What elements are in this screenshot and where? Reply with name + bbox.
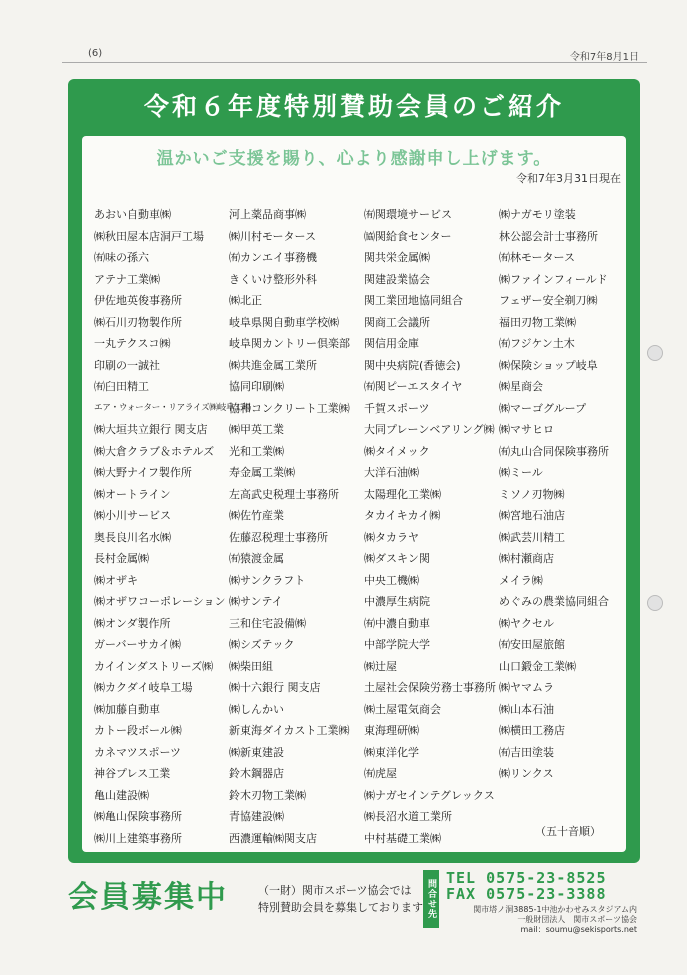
member-name: ㈱共進金属工業所: [229, 358, 317, 372]
member-name: ㈲丸山合同保険事務所: [499, 444, 609, 458]
box-title: 令和６年度特別賛助会員のご紹介: [143, 92, 564, 121]
member-name: ㈱武芸川精工: [499, 530, 565, 544]
member-name: ㈱大倉クラブ＆ホテルズ: [94, 444, 215, 458]
member-name: 岐阜関カントリー倶楽部: [229, 337, 350, 350]
member-name: 伊佐地英俊事務所: [94, 294, 182, 307]
member-name: ㈱長沼水道工業所: [364, 810, 452, 823]
member-name: ㈱オンダ製作所: [94, 616, 171, 630]
member-name: 亀山建設㈱: [94, 788, 149, 802]
tel-number: TEL 0575-23-8525: [446, 869, 607, 887]
member-column: [499, 204, 634, 849]
member-name: ㈱亀山保険事務所: [94, 810, 182, 823]
member-name: ㈱オザキ: [94, 573, 138, 587]
binder-hole: [647, 345, 663, 361]
member-name: ガーバーサカイ㈱: [94, 638, 181, 651]
member-name: 中村基礎工業㈱: [364, 831, 441, 845]
member-name: ㈱ファインフィールド: [499, 272, 608, 286]
member-name: ㈱シズテック: [229, 638, 295, 651]
member-name: 大洋石油㈱: [364, 466, 419, 479]
member-name: ㈱新東建設: [229, 745, 284, 759]
member-name: ㈱サンテイ: [229, 595, 283, 608]
member-name: ㈲関ピーエスタイヤ: [364, 380, 463, 393]
member-name: あおい自動車㈱: [94, 208, 171, 221]
member-name: めぐみの農業協同組合: [499, 595, 609, 608]
member-name: 協同印刷㈱: [229, 380, 284, 393]
member-name: ㈱十六銀行 関支店: [229, 681, 321, 694]
member-name: 関建設業協会: [364, 272, 430, 286]
recruit-heading: 会員募集中: [68, 880, 228, 915]
member-name: ㈱マサヒロ: [499, 423, 554, 436]
member-name: 長村金属㈱: [94, 552, 149, 565]
member-name: 関中央病院(香徳会): [364, 358, 461, 372]
member-name: 協和コンクリート工業㈱: [229, 401, 350, 415]
member-name: ミソノ刃物㈱: [499, 487, 565, 501]
box-subtitle: 温かいご支援を賜り、心より感謝申し上げます。: [156, 149, 552, 169]
member-name: ㈱ダスキン関: [364, 552, 430, 565]
as-of-date: 令和7年3月31日現在: [516, 172, 621, 185]
header-rule: [62, 62, 647, 63]
member-name: 寿金属工業㈱: [229, 466, 295, 479]
member-name: 三和住宅設備㈱: [229, 616, 306, 630]
member-name: ㈲臼田精工: [94, 380, 149, 393]
member-name: ㈱甲英工業: [229, 423, 284, 436]
member-name: 左高武史税理士事務所: [229, 487, 339, 501]
member-name: ㈱小川サービス: [94, 509, 171, 522]
member-name: ㈱タカラヤ: [364, 530, 419, 544]
member-name: ㈲カンエイ事務機: [229, 251, 317, 264]
member-name: ㈱大野ナイフ製作所: [94, 466, 192, 479]
member-name: 佐藤忍税理士事務所: [229, 530, 328, 544]
member-name: ㈱ヤクセル: [499, 616, 554, 630]
member-name: ㈱北正: [229, 294, 262, 307]
member-column: [364, 204, 499, 849]
member-name: 中部学院大学: [364, 638, 430, 651]
member-name: ㈱川村モータース: [229, 229, 317, 243]
member-name: 西濃運輸㈱関支店: [229, 831, 317, 845]
member-name: ㈱宮地石油店: [499, 509, 565, 522]
member-name: ㈱保険ショップ岐阜: [499, 358, 598, 372]
member-name: ㈲林モータース: [499, 251, 576, 264]
member-column: [229, 204, 364, 849]
member-name: エア・ウォーター・リアライズ㈱岐阜工場: [94, 402, 251, 413]
member-name: カネマツスポーツ: [94, 745, 182, 759]
member-name: 新東海ダイカスト工業㈱: [229, 724, 350, 737]
member-name: 関工業団地協同組合: [364, 294, 463, 307]
member-name: 東海理研㈱: [364, 724, 419, 737]
member-name: ㈱サンクラフト: [229, 573, 306, 587]
member-name: フェザー安全剃刀㈱: [499, 294, 598, 307]
member-name: 関商工会議所: [364, 315, 430, 329]
member-name: アテナ工業㈱: [94, 272, 160, 286]
member-name: ㈱土屋電気商会: [364, 702, 441, 716]
member-name: ㈲猿渡金属: [229, 552, 284, 565]
member-name: ㈲フジケン土木: [499, 337, 575, 350]
member-name: ㈱川上建築事務所: [94, 831, 182, 845]
member-name: ㈱秋田屋本店洞戸工場: [94, 229, 204, 243]
member-name: メイラ㈱: [499, 573, 543, 587]
contact-label: 問合せ先: [423, 870, 439, 928]
member-name: ㈱石川刃物製作所: [94, 315, 182, 329]
mail-address: mail：soumu@sekisports.net: [520, 925, 637, 934]
page-number: (6): [88, 48, 103, 59]
member-name: 土屋社会保険労務士事務所: [364, 681, 496, 694]
member-name: 中央工機㈱: [364, 573, 419, 587]
member-name: ㈱リンクス: [499, 767, 554, 780]
member-name: ㈱佐竹産業: [229, 509, 284, 522]
member-name: ㈱オザワコーポレーション: [94, 595, 226, 608]
member-name: 奥長良川名水㈱: [94, 530, 171, 544]
order-note: （五十音順）: [535, 825, 601, 838]
member-list: [94, 204, 634, 849]
member-name: カトー段ボール㈱: [94, 724, 182, 737]
member-name: ㈲安田屋旅館: [499, 638, 565, 651]
member-name: ㈱横田工務店: [499, 724, 565, 737]
member-name: ㈱加藤自動車: [94, 702, 160, 716]
member-name: ㈱タイメック: [364, 444, 430, 458]
member-name: ㈱ナガモリ塗装: [499, 208, 576, 221]
member-name: 印刷の一誠社: [94, 358, 160, 372]
member-name: ㈱大垣共立銀行 関支店: [94, 423, 208, 436]
member-name: ㈱星商会: [499, 380, 543, 393]
organization: 一般財団法人 関市スポーツ協会: [517, 915, 637, 924]
member-name: 福田刃物工業㈱: [499, 315, 576, 329]
member-name: タカイキカイ㈱: [364, 509, 441, 522]
member-name: カイインダストリーズ㈱: [94, 659, 214, 673]
member-name: 山口鍛金工業㈱: [499, 659, 576, 673]
member-name: 神谷プレス工業: [94, 767, 171, 780]
member-name: ㈱マーゴグループ: [499, 401, 587, 415]
member-name: 中濃厚生病院: [364, 595, 430, 608]
member-name: 鈴木刃物工業㈱: [229, 788, 306, 802]
member-name: ㈲味の孫六: [94, 251, 149, 264]
member-name: 光和工業㈱: [229, 444, 284, 458]
member-name: ㈲虎屋: [364, 767, 397, 780]
issue-date: 令和7年8月1日: [569, 52, 639, 63]
member-name: ㈱柴田組: [229, 659, 273, 673]
member-name: ㈿関給食センター: [364, 229, 452, 243]
member-name: 関共栄金属㈱: [364, 251, 430, 264]
member-name: 一丸テクスコ㈱: [94, 337, 171, 350]
member-name: ㈱辻屋: [364, 659, 397, 673]
member-name: 岐阜県関自動車学校㈱: [229, 315, 339, 329]
member-name: ㈲関環境サービス: [364, 208, 452, 221]
member-name: ㈱村瀬商店: [499, 552, 554, 565]
member-name: ㈱カクダイ岐阜工場: [94, 681, 193, 694]
fax-number: FAX 0575-23-3388: [446, 885, 607, 903]
member-name: ㈱しんかい: [229, 702, 284, 716]
recruit-line-1: （一財）関市スポーツ協会では: [258, 884, 412, 897]
member-name: ㈲中濃自動車: [364, 616, 430, 630]
member-name: 林公認会計士事務所: [499, 229, 598, 243]
address: 関市塔ノ洞3885-1中池かわせみスタジアム内: [473, 905, 637, 914]
recruit-line-2: 特別賛助会員を募集しております: [258, 901, 423, 914]
recruit-text: [258, 882, 423, 916]
member-name: 大同プレーンベアリング㈱: [364, 423, 495, 436]
member-name: ㈱オートライン: [94, 487, 171, 501]
member-name: 青協建設㈱: [229, 810, 284, 823]
binder-hole: [647, 595, 663, 611]
member-name: 千賀スポーツ: [364, 401, 430, 415]
member-name: ㈱ヤマムラ: [499, 681, 554, 694]
member-name: ㈱ナガセインテグレックス: [364, 788, 495, 802]
member-name: 関信用金庫: [364, 337, 419, 350]
member-name: 鈴木鋼器店: [229, 767, 284, 780]
member-name: 河上薬品商事㈱: [229, 208, 306, 221]
member-name: きくいけ整形外科: [229, 272, 317, 286]
member-name: 太陽理化工業㈱: [364, 487, 441, 501]
member-name: ㈱山本石油: [499, 702, 554, 716]
member-name: ㈱東洋化学: [364, 745, 419, 759]
member-name: ㈱ミール: [499, 466, 543, 479]
member-name: ㈲吉田塗装: [499, 745, 554, 759]
